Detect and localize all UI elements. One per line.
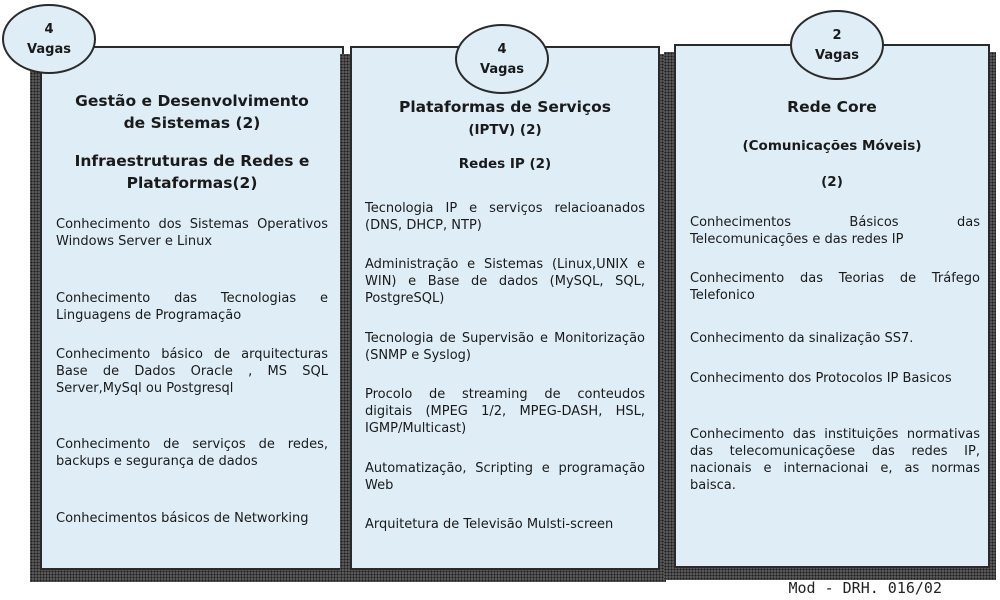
card-title-line: Infraestruturas de Redes e: [74, 152, 310, 170]
requirement-item: Procolo de streaming de conteudos digitais (MPEG 1/2, MPEG-DASH, HSL, IGMP/Multicast): [365, 387, 645, 436]
card-gestao: [40, 46, 344, 570]
card-title-line: Plataformas de Serviços: [398, 98, 612, 116]
card-title-line: (Comunicações Móveis): [742, 138, 922, 154]
requirement-item: Conhecimentos básicos de Networking: [56, 511, 309, 526]
card-title-line: de Sistemas (2): [123, 114, 261, 132]
vagas-badge: [2, 4, 96, 74]
requirement-item: Conhecimento das instituições normativas das telecomunicaçõese das redes IP, nacionais e internacionai e, as normas baisca.: [690, 427, 980, 493]
requirement-item: Tecnologia IP e serviços relacioanados (DNS, DHCP, NTP): [365, 201, 645, 233]
card-title-line: Gestão e Desenvolvimento: [75, 92, 309, 110]
vagas-badge: [455, 24, 549, 94]
card-title-line: (IPTV) (2): [468, 122, 542, 138]
vagas-count: 4: [44, 22, 54, 37]
form-code: Mod - DRH. 016/02: [788, 579, 942, 597]
card-title-line: Rede Core: [787, 98, 877, 116]
requirement-item: Automatização, Scripting e programação Web: [365, 461, 645, 493]
requirement-item: Conhecimento de serviços de redes, backups e segurança de dados: [56, 437, 328, 469]
requirement-item: Administração e Sistemas (Linux,UNIX e WIN) e Base de dados (MySQL, SQL, PostgreSQL): [365, 257, 645, 306]
vagas-count: 4: [497, 42, 507, 57]
vagas-count: 2: [832, 28, 842, 43]
requirement-item: Conhecimento dos Protocolos IP Basicos: [690, 371, 952, 386]
card-title-line: Redes IP (2): [458, 156, 552, 172]
requirement-item: Conhecimento da sinalização SS7.: [690, 331, 914, 346]
requirement-item: Conhecimento dos Sistemas Operativos Windows Server e Linux: [56, 217, 328, 249]
requirement-item: Arquitetura de Televisão Mulsti-screen: [365, 517, 614, 532]
card-title-line: (2): [821, 174, 843, 190]
vagas-label: Vagas: [480, 62, 524, 77]
card-rede-core: [674, 44, 990, 568]
card-title-line: Plataformas(2): [126, 174, 258, 192]
requirement-item: Conhecimento das Teorias de Tráfego Telefonico: [690, 271, 980, 303]
requirement-item: Conhecimento básico de arquitecturas Base de Dados Oracle , MS SQL Server,MySql ou Postgresql: [56, 347, 328, 396]
requirement-item: Conhecimentos Básicos das Telecomunicações e das redes IP: [690, 215, 980, 247]
vagas-label: Vagas: [815, 48, 859, 63]
vagas-label: Vagas: [27, 42, 71, 57]
requirement-item: Conhecimento das Tecnologias e Linguagens de Programação: [56, 291, 328, 323]
requirement-item: Tecnologia de Supervisão e Monitorização (SNMP e Syslog): [365, 331, 645, 363]
vagas-badge: [790, 10, 884, 80]
card-plataformas: [350, 46, 660, 570]
